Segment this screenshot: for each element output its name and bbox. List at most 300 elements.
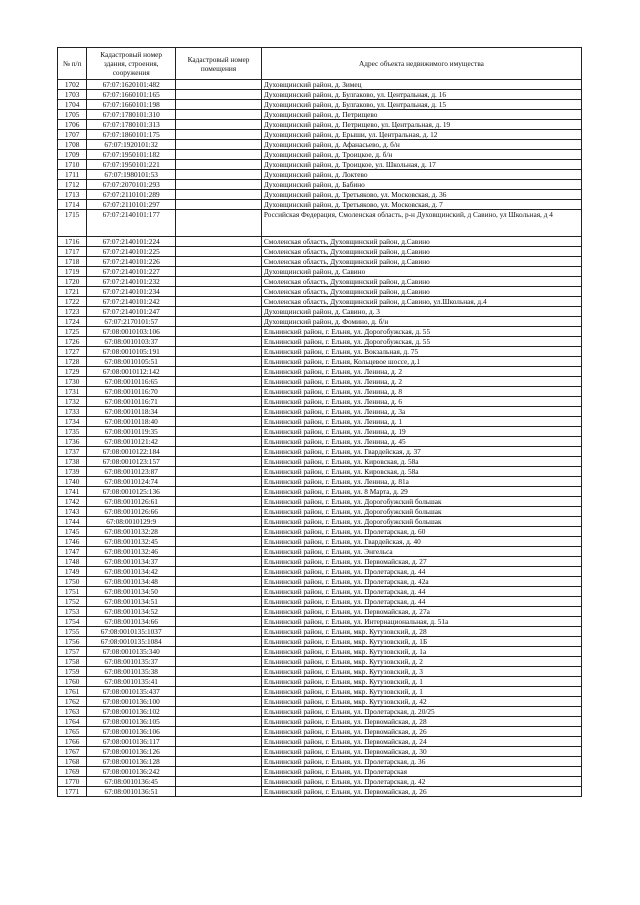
address-cell: Ельнинский район, г. Ельня, ул. Дорогобужская, д. 55 bbox=[261, 327, 581, 337]
cadastral-building-cell: 67:08:0010136:117 bbox=[87, 737, 176, 747]
cadastral-room-cell bbox=[176, 160, 262, 170]
row-num-cell: 1705 bbox=[58, 110, 87, 120]
cadastral-room-cell bbox=[176, 657, 262, 667]
cadastral-room-cell bbox=[176, 607, 262, 617]
property-table bbox=[57, 47, 582, 797]
table-row bbox=[58, 407, 582, 417]
row-num-cell: 1713 bbox=[58, 190, 87, 200]
cadastral-room-cell bbox=[176, 180, 262, 190]
row-num-cell: 1732 bbox=[58, 397, 87, 407]
table-row bbox=[58, 397, 582, 407]
cadastral-building-cell: 67:07:2170101:57 bbox=[87, 317, 176, 327]
row-num-cell: 1703 bbox=[58, 90, 87, 100]
address-cell: Ельнинский район, г. Ельня, ул. 8 Марта, д. 29 bbox=[261, 487, 581, 497]
table-row bbox=[58, 747, 582, 757]
cadastral-building-cell: 67:08:0010112:142 bbox=[87, 367, 176, 377]
address-cell: Ельнинский район, г. Ельня, ул. Дорогобужский большак bbox=[261, 497, 581, 507]
address-cell: Ельнинский район, г. Ельня, ул. Ленина, д. 2 bbox=[261, 367, 581, 377]
address-cell: Духовщинский район, д. Афанасьево, д. б/н bbox=[261, 140, 581, 150]
row-num-cell: 1767 bbox=[58, 747, 87, 757]
cadastral-building-cell: 67:08:0010136:105 bbox=[87, 717, 176, 727]
table-row bbox=[58, 717, 582, 727]
row-num-cell: 1706 bbox=[58, 120, 87, 130]
row-num-cell: 1736 bbox=[58, 437, 87, 447]
table-row bbox=[58, 437, 582, 447]
row-num-cell: 1722 bbox=[58, 297, 87, 307]
row-num-cell: 1745 bbox=[58, 527, 87, 537]
cadastral-building-cell: 67:08:0010123:157 bbox=[87, 457, 176, 467]
cadastral-building-cell: 67:08:0010135:37 bbox=[87, 657, 176, 667]
cadastral-room-cell bbox=[176, 257, 262, 267]
address-cell: Ельнинский район, г. Ельня, ул. Первомайская, д. 30 bbox=[261, 747, 581, 757]
address-cell: Ельнинский район, г. Ельня, ул. Ленина, д. 81а bbox=[261, 477, 581, 487]
cadastral-room-cell bbox=[176, 150, 262, 160]
address-cell: Духовщинский район, д. Зимец bbox=[261, 80, 581, 90]
table-row bbox=[58, 377, 582, 387]
address-cell: Смоленская область, Духовщинский район, д.Савино bbox=[261, 247, 581, 257]
cadastral-building-cell: 67:08:0010132:28 bbox=[87, 527, 176, 537]
address-cell: Смоленская область, Духовщинский район, д.Савино bbox=[261, 257, 581, 267]
address-cell: Ельнинский район, г. Ельня, мкр. Кутузовский, д. 2 bbox=[261, 657, 581, 667]
row-num-cell: 1759 bbox=[58, 667, 87, 677]
row-num-cell: 1727 bbox=[58, 347, 87, 357]
table-row bbox=[58, 100, 582, 110]
row-num-cell: 1716 bbox=[58, 237, 87, 247]
table-row bbox=[58, 707, 582, 717]
cadastral-room-cell bbox=[176, 247, 262, 257]
table-row bbox=[58, 110, 582, 120]
cadastral-building-cell: 67:08:0010132:45 bbox=[87, 537, 176, 547]
address-cell: Ельнинский район, г. Ельня, ул. Первомайская, д. 27а bbox=[261, 607, 581, 617]
address-cell: Духовщинский район, д. Троицкое, д. б/н bbox=[261, 150, 581, 160]
cadastral-building-cell: 67:07:1980101:53 bbox=[87, 170, 176, 180]
cadastral-building-cell: 67:08:0010136:126 bbox=[87, 747, 176, 757]
cadastral-room-cell bbox=[176, 597, 262, 607]
cadastral-building-cell: 67:07:2140101:247 bbox=[87, 307, 176, 317]
cadastral-building-cell: 67:07:2110101:289 bbox=[87, 190, 176, 200]
cadastral-room-cell bbox=[176, 717, 262, 727]
table-row bbox=[58, 757, 582, 767]
row-num-cell: 1731 bbox=[58, 387, 87, 397]
header-cadastral-room: Кадастровый номер помещения bbox=[176, 48, 262, 80]
row-num-cell: 1750 bbox=[58, 577, 87, 587]
row-num-cell: 1741 bbox=[58, 487, 87, 497]
row-num-cell: 1744 bbox=[58, 517, 87, 527]
cadastral-room-cell bbox=[176, 787, 262, 797]
cadastral-building-cell: 67:08:0010135:1084 bbox=[87, 637, 176, 647]
cadastral-building-cell: 67:07:1950101:182 bbox=[87, 150, 176, 160]
cadastral-room-cell bbox=[176, 507, 262, 517]
cadastral-room-cell bbox=[176, 170, 262, 180]
row-num-cell: 1719 bbox=[58, 267, 87, 277]
address-cell: Ельнинский район, г. Ельня, ул. Ленина, д. 8 bbox=[261, 387, 581, 397]
cadastral-room-cell bbox=[176, 647, 262, 657]
table-row bbox=[58, 507, 582, 517]
row-num-cell: 1754 bbox=[58, 617, 87, 627]
cadastral-room-cell bbox=[176, 120, 262, 130]
row-num-cell: 1769 bbox=[58, 767, 87, 777]
table-row bbox=[58, 607, 582, 617]
table-row bbox=[58, 487, 582, 497]
row-num-cell: 1714 bbox=[58, 200, 87, 210]
cadastral-building-cell: 67:07:1920101:32 bbox=[87, 140, 176, 150]
table-row bbox=[58, 677, 582, 687]
row-num-cell: 1715 bbox=[58, 210, 87, 237]
row-num-cell: 1762 bbox=[58, 697, 87, 707]
address-cell: Ельнинский район, г. Ельня, ул. Ленина, д. 3а bbox=[261, 407, 581, 417]
table-row bbox=[58, 627, 582, 637]
cadastral-room-cell bbox=[176, 387, 262, 397]
cadastral-room-cell bbox=[176, 547, 262, 557]
row-num-cell: 1758 bbox=[58, 657, 87, 667]
address-cell: Ельнинский район, г. Ельня, ул. Пролетарская, д. 20/25 bbox=[261, 707, 581, 717]
cadastral-building-cell: 67:07:2070101:293 bbox=[87, 180, 176, 190]
cadastral-building-cell: 67:08:0010103:37 bbox=[87, 337, 176, 347]
address-cell: Смоленская область, Духовщинский район, д.Савино bbox=[261, 277, 581, 287]
row-num-cell: 1728 bbox=[58, 357, 87, 367]
address-cell: Духовщинский район, д. Бабино bbox=[261, 180, 581, 190]
cadastral-room-cell bbox=[176, 357, 262, 367]
table-row bbox=[58, 687, 582, 697]
address-cell: Ельнинский район, г. Ельня, ул. Ленина, д. 2 bbox=[261, 377, 581, 387]
table-row bbox=[58, 210, 582, 237]
address-cell: Ельнинский район, г. Ельня, ул. Кировская, д. 58а bbox=[261, 467, 581, 477]
table-row bbox=[58, 557, 582, 567]
cadastral-room-cell bbox=[176, 477, 262, 487]
address-cell: Духовщинский район, д. Третьяково, ул. Московская, д. 7 bbox=[261, 200, 581, 210]
table-row bbox=[58, 200, 582, 210]
address-cell: Духовщинский район, д. Ерыши, ул. Центральная, д. 12 bbox=[261, 130, 581, 140]
row-num-cell: 1737 bbox=[58, 447, 87, 457]
table-row bbox=[58, 90, 582, 100]
cadastral-building-cell: 67:07:2140101:234 bbox=[87, 287, 176, 297]
cadastral-room-cell bbox=[176, 697, 262, 707]
cadastral-room-cell bbox=[176, 527, 262, 537]
table-row bbox=[58, 657, 582, 667]
address-cell: Ельнинский район, г. Ельня, ул. Пролетарская, д. 36 bbox=[261, 757, 581, 767]
address-cell: Ельнинский район, г. Ельня, ул. Ленина, д. 6 bbox=[261, 397, 581, 407]
row-num-cell: 1712 bbox=[58, 180, 87, 190]
row-num-cell: 1724 bbox=[58, 317, 87, 327]
table-row bbox=[58, 267, 582, 277]
table-row bbox=[58, 467, 582, 477]
table-row bbox=[58, 777, 582, 787]
address-cell: Ельнинский район, г. Ельня, ул. Энгельса bbox=[261, 547, 581, 557]
cadastral-building-cell: 67:07:1660101:165 bbox=[87, 90, 176, 100]
cadastral-building-cell: 67:08:0010135:1037 bbox=[87, 627, 176, 637]
cadastral-room-cell bbox=[176, 427, 262, 437]
row-num-cell: 1753 bbox=[58, 607, 87, 617]
address-cell: Ельнинский район, г. Ельня, мкр. Кутузовский, д. 28 bbox=[261, 627, 581, 637]
row-num-cell: 1707 bbox=[58, 130, 87, 140]
cadastral-building-cell: 67:08:0010119:35 bbox=[87, 427, 176, 437]
cadastral-room-cell bbox=[176, 497, 262, 507]
table-row bbox=[58, 577, 582, 587]
table-row bbox=[58, 327, 582, 337]
table-row bbox=[58, 150, 582, 160]
address-cell: Ельнинский район, г. Ельня, мкр. Кутузовский, д. 42 bbox=[261, 697, 581, 707]
header-address: Адрес объекта недвижимого имущества bbox=[261, 48, 581, 80]
table-row bbox=[58, 567, 582, 577]
cadastral-building-cell: 67:08:0010124:74 bbox=[87, 477, 176, 487]
cadastral-building-cell: 67:07:2140101:242 bbox=[87, 297, 176, 307]
cadastral-room-cell bbox=[176, 237, 262, 247]
cadastral-room-cell bbox=[176, 337, 262, 347]
header-cadastral-building: Кадастровый номер здания, строения, сооружения bbox=[87, 48, 176, 80]
cadastral-room-cell bbox=[176, 747, 262, 757]
address-cell: Духовщинский район, д. Троицкое, ул. Школьная, д. 17 bbox=[261, 160, 581, 170]
address-cell: Ельнинский район, г. Ельня, ул. Ленина, д. 19 bbox=[261, 427, 581, 437]
cadastral-building-cell: 67:08:0010134:66 bbox=[87, 617, 176, 627]
cadastral-building-cell: 67:08:0010134:51 bbox=[87, 597, 176, 607]
address-cell: Духовщинский район, д. Фомино, д. б/н bbox=[261, 317, 581, 327]
cadastral-building-cell: 67:07:1950101:221 bbox=[87, 160, 176, 170]
address-cell: Духовщинский район, д. Третьяково, ул. Московская, д. 36 bbox=[261, 190, 581, 200]
table-row bbox=[58, 647, 582, 657]
address-cell: Ельнинский район, г. Ельня, ул. Ленина, д. 1 bbox=[261, 417, 581, 427]
address-cell: Духовщинский район, д. Петрищево bbox=[261, 110, 581, 120]
address-cell: Духовщинский район, д. Булгаково, ул. Центральная, д. 15 bbox=[261, 100, 581, 110]
row-num-cell: 1729 bbox=[58, 367, 87, 377]
cadastral-room-cell bbox=[176, 407, 262, 417]
address-cell: Духовщинский район, д. Петрищево, ул. Центральная, д. 19 bbox=[261, 120, 581, 130]
row-num-cell: 1709 bbox=[58, 150, 87, 160]
cadastral-building-cell: 67:08:0010136:242 bbox=[87, 767, 176, 777]
cadastral-building-cell: 67:07:2140101:226 bbox=[87, 257, 176, 267]
cadastral-building-cell: 67:08:0010126:61 bbox=[87, 497, 176, 507]
row-num-cell: 1739 bbox=[58, 467, 87, 477]
row-num-cell: 1708 bbox=[58, 140, 87, 150]
cadastral-room-cell bbox=[176, 347, 262, 357]
cadastral-room-cell bbox=[176, 110, 262, 120]
table-row bbox=[58, 497, 582, 507]
table-row bbox=[58, 457, 582, 467]
row-num-cell: 1765 bbox=[58, 727, 87, 737]
table-row bbox=[58, 617, 582, 627]
cadastral-room-cell bbox=[176, 617, 262, 627]
cadastral-building-cell: 67:08:0010136:45 bbox=[87, 777, 176, 787]
address-cell: Ельнинский район, г. Ельня, ул. Ленина, д. 45 bbox=[261, 437, 581, 447]
cadastral-room-cell bbox=[176, 667, 262, 677]
cadastral-room-cell bbox=[176, 487, 262, 497]
table-row bbox=[58, 737, 582, 747]
cadastral-room-cell bbox=[176, 447, 262, 457]
row-num-cell: 1749 bbox=[58, 567, 87, 577]
cadastral-room-cell bbox=[176, 140, 262, 150]
cadastral-building-cell: 67:07:1620101:482 bbox=[87, 80, 176, 90]
table-row bbox=[58, 417, 582, 427]
row-num-cell: 1766 bbox=[58, 737, 87, 747]
cadastral-room-cell bbox=[176, 627, 262, 637]
address-cell: Ельнинский район, г. Ельня, ул. Дорогобужский большак bbox=[261, 507, 581, 517]
cadastral-building-cell: 67:08:0010134:37 bbox=[87, 557, 176, 567]
cadastral-building-cell: 67:08:0010103:106 bbox=[87, 327, 176, 337]
cadastral-building-cell: 67:08:0010135:41 bbox=[87, 677, 176, 687]
cadastral-building-cell: 67:08:0010134:50 bbox=[87, 587, 176, 597]
row-num-cell: 1746 bbox=[58, 537, 87, 547]
row-num-cell: 1751 bbox=[58, 587, 87, 597]
table-row bbox=[58, 277, 582, 287]
row-num-cell: 1738 bbox=[58, 457, 87, 467]
cadastral-room-cell bbox=[176, 267, 262, 277]
cadastral-room-cell bbox=[176, 307, 262, 317]
row-num-cell: 1711 bbox=[58, 170, 87, 180]
table-row bbox=[58, 697, 582, 707]
table-header-row bbox=[58, 48, 582, 80]
table-row bbox=[58, 257, 582, 267]
cadastral-building-cell: 67:08:0010121:42 bbox=[87, 437, 176, 447]
cadastral-room-cell bbox=[176, 397, 262, 407]
cadastral-building-cell: 67:07:2140101:177 bbox=[87, 210, 176, 237]
table-row bbox=[58, 547, 582, 557]
table-row bbox=[58, 170, 582, 180]
address-cell: Ельнинский район, г. Ельня, ул. Дорогобужская, д. 55 bbox=[261, 337, 581, 347]
row-num-cell: 1768 bbox=[58, 757, 87, 767]
row-num-cell: 1720 bbox=[58, 277, 87, 287]
row-num-cell: 1735 bbox=[58, 427, 87, 437]
cadastral-building-cell: 67:07:1780101:313 bbox=[87, 120, 176, 130]
table-row bbox=[58, 287, 582, 297]
table-row bbox=[58, 427, 582, 437]
cadastral-room-cell bbox=[176, 90, 262, 100]
address-cell: Ельнинский район, г. Ельня, ул. Пролетарская, д. 44 bbox=[261, 567, 581, 577]
cadastral-room-cell bbox=[176, 567, 262, 577]
address-cell: Ельнинский район, г. Ельня, ул. Пролетарская, д. 42 bbox=[261, 777, 581, 787]
cadastral-room-cell bbox=[176, 687, 262, 697]
cadastral-room-cell bbox=[176, 377, 262, 387]
cadastral-building-cell: 67:08:0010134:42 bbox=[87, 567, 176, 577]
table-row bbox=[58, 357, 582, 367]
row-num-cell: 1770 bbox=[58, 777, 87, 787]
address-cell: Ельнинский район, г. Ельня, ул. Интернациональная, д. 51а bbox=[261, 617, 581, 627]
table-row bbox=[58, 597, 582, 607]
cadastral-room-cell bbox=[176, 327, 262, 337]
row-num-cell: 1747 bbox=[58, 547, 87, 557]
cadastral-room-cell bbox=[176, 677, 262, 687]
row-num-cell: 1721 bbox=[58, 287, 87, 297]
row-num-cell: 1763 bbox=[58, 707, 87, 717]
cadastral-building-cell: 67:08:0010129:9 bbox=[87, 517, 176, 527]
address-cell: Ельнинский район, г. Ельня, ул. Пролетарская bbox=[261, 767, 581, 777]
cadastral-building-cell: 67:08:0010136:128 bbox=[87, 757, 176, 767]
row-num-cell: 1704 bbox=[58, 100, 87, 110]
cadastral-building-cell: 67:08:0010136:100 bbox=[87, 697, 176, 707]
row-num-cell: 1764 bbox=[58, 717, 87, 727]
table-row bbox=[58, 247, 582, 257]
table-row bbox=[58, 317, 582, 327]
row-num-cell: 1755 bbox=[58, 627, 87, 637]
table-row bbox=[58, 787, 582, 797]
cadastral-room-cell bbox=[176, 467, 262, 477]
row-num-cell: 1725 bbox=[58, 327, 87, 337]
address-cell: Ельнинский район, г. Ельня, ул. Гвардейская, д. 37 bbox=[261, 447, 581, 457]
cadastral-room-cell bbox=[176, 100, 262, 110]
row-num-cell: 1752 bbox=[58, 597, 87, 607]
address-cell: Ельнинский район, г. Ельня, ул. Гвардейская, д. 40 bbox=[261, 537, 581, 547]
table-row bbox=[58, 477, 582, 487]
table-row bbox=[58, 767, 582, 777]
row-num-cell: 1730 bbox=[58, 377, 87, 387]
cadastral-building-cell: 67:08:0010136:106 bbox=[87, 727, 176, 737]
address-cell: Ельнинский район, г. Ельня, мкр. Кутузовский, д. 1Б bbox=[261, 637, 581, 647]
address-cell: Ельнинский район, г. Ельня, ул. Первомайская, д. 28 bbox=[261, 717, 581, 727]
address-cell: Ельнинский район, г. Ельня, Кольцевое шоссе, д.1 bbox=[261, 357, 581, 367]
address-cell: Духовщинский район, д. Локтево bbox=[261, 170, 581, 180]
cadastral-room-cell bbox=[176, 437, 262, 447]
cadastral-building-cell: 67:08:0010136:102 bbox=[87, 707, 176, 717]
cadastral-building-cell: 67:07:1660101:198 bbox=[87, 100, 176, 110]
address-cell: Ельнинский район, г. Ельня, мкр. Кутузовский, д. 1а bbox=[261, 647, 581, 657]
row-num-cell: 1726 bbox=[58, 337, 87, 347]
cadastral-room-cell bbox=[176, 457, 262, 467]
address-cell: Смоленская область, Духовщинский район, д.Савино bbox=[261, 287, 581, 297]
cadastral-room-cell bbox=[176, 317, 262, 327]
cadastral-building-cell: 67:08:0010116:65 bbox=[87, 377, 176, 387]
address-cell: Ельнинский район, г. Ельня, ул. Пролетарская, д. 44 bbox=[261, 597, 581, 607]
cadastral-building-cell: 67:07:1780101:310 bbox=[87, 110, 176, 120]
cadastral-room-cell bbox=[176, 367, 262, 377]
cadastral-building-cell: 67:08:0010135:38 bbox=[87, 667, 176, 677]
address-cell: Смоленская область, Духовщинский район, д.Савино, ул.Школьная, д.4 bbox=[261, 297, 581, 307]
cadastral-building-cell: 67:07:2140101:225 bbox=[87, 247, 176, 257]
header-num: № п/п bbox=[58, 48, 87, 80]
address-cell: Ельнинский район, г. Ельня, ул. Пролетарская, д. 44 bbox=[261, 587, 581, 597]
cadastral-room-cell bbox=[176, 757, 262, 767]
cadastral-room-cell bbox=[176, 517, 262, 527]
table-row bbox=[58, 190, 582, 200]
row-num-cell: 1710 bbox=[58, 160, 87, 170]
cadastral-room-cell bbox=[176, 577, 262, 587]
cadastral-building-cell: 67:08:0010118:34 bbox=[87, 407, 176, 417]
row-num-cell: 1702 bbox=[58, 80, 87, 90]
row-num-cell: 1718 bbox=[58, 257, 87, 267]
row-num-cell: 1740 bbox=[58, 477, 87, 487]
cadastral-room-cell bbox=[176, 557, 262, 567]
address-cell: Ельнинский район, г. Ельня, ул. Первомайская, д. 26 bbox=[261, 727, 581, 737]
row-num-cell: 1717 bbox=[58, 247, 87, 257]
row-num-cell: 1733 bbox=[58, 407, 87, 417]
cadastral-room-cell bbox=[176, 707, 262, 717]
cadastral-room-cell bbox=[176, 767, 262, 777]
table-row bbox=[58, 447, 582, 457]
cadastral-building-cell: 67:08:0010105:191 bbox=[87, 347, 176, 357]
cadastral-room-cell bbox=[176, 737, 262, 747]
cadastral-building-cell: 67:08:0010134:48 bbox=[87, 577, 176, 587]
cadastral-building-cell: 67:07:1860101:175 bbox=[87, 130, 176, 140]
row-num-cell: 1748 bbox=[58, 557, 87, 567]
row-num-cell: 1756 bbox=[58, 637, 87, 647]
cadastral-building-cell: 67:08:0010118:40 bbox=[87, 417, 176, 427]
address-cell: Ельнинский район, г. Ельня, ул. Первомайская, д. 24 bbox=[261, 737, 581, 747]
table-row bbox=[58, 727, 582, 737]
table-row bbox=[58, 180, 582, 190]
cadastral-room-cell bbox=[176, 130, 262, 140]
address-cell: Ельнинский район, г. Ельня, мкр. Кутузовский, д. 1 bbox=[261, 687, 581, 697]
table-row bbox=[58, 140, 582, 150]
cadastral-building-cell: 67:08:0010116:70 bbox=[87, 387, 176, 397]
cadastral-building-cell: 67:08:0010123:87 bbox=[87, 467, 176, 477]
cadastral-building-cell: 67:08:0010132:46 bbox=[87, 547, 176, 557]
cadastral-building-cell: 67:08:0010126:66 bbox=[87, 507, 176, 517]
table-row bbox=[58, 667, 582, 677]
cadastral-room-cell bbox=[176, 587, 262, 597]
table-row bbox=[58, 367, 582, 377]
address-cell: Ельнинский район, г. Ельня, ул. Первомайская, д. 27 bbox=[261, 557, 581, 567]
cadastral-building-cell: 67:08:0010122:184 bbox=[87, 447, 176, 457]
table-row bbox=[58, 80, 582, 90]
table-row bbox=[58, 537, 582, 547]
row-num-cell: 1760 bbox=[58, 677, 87, 687]
